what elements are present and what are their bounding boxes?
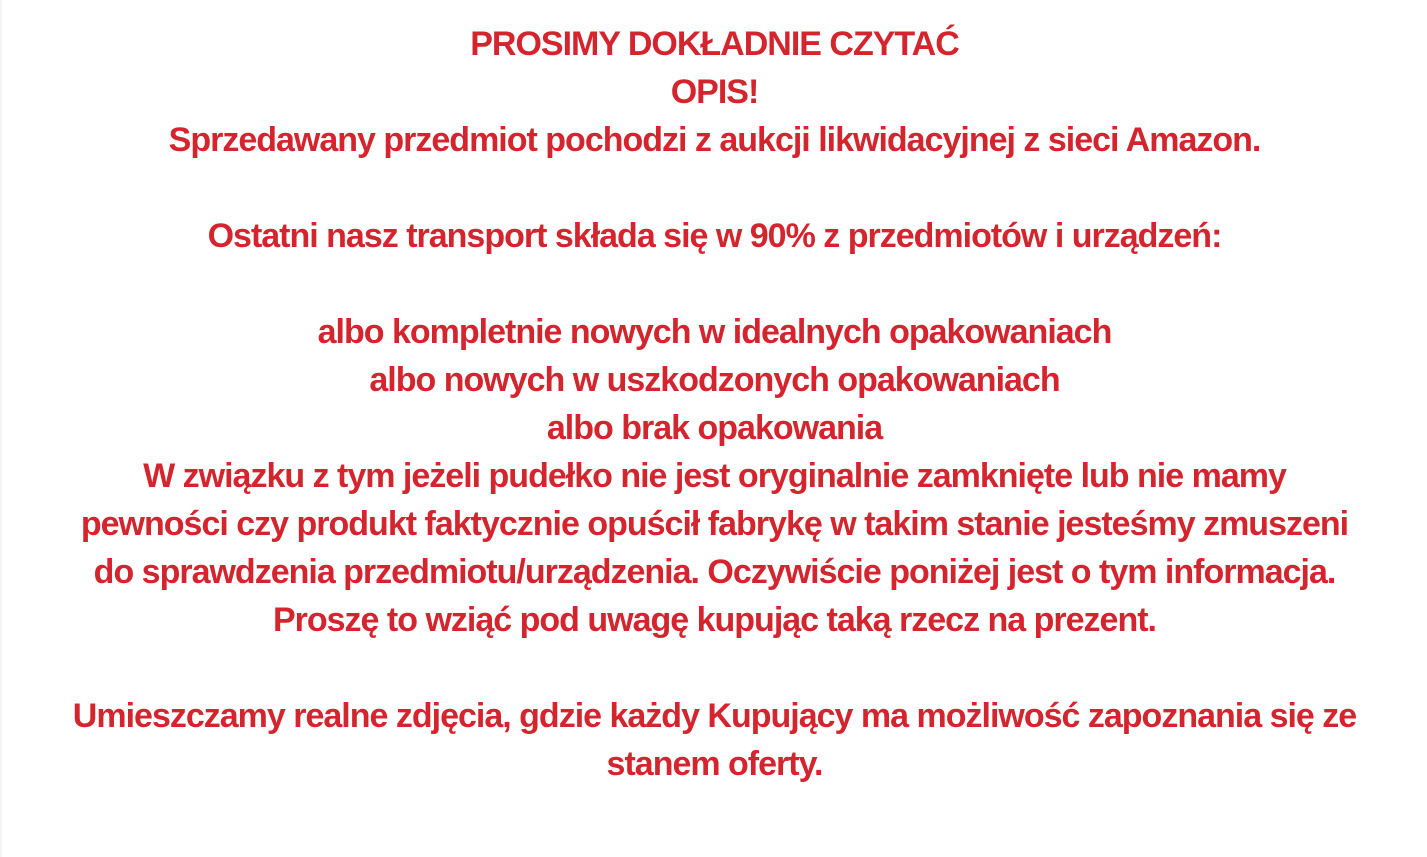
blank-line bbox=[2, 644, 1427, 692]
text-line: do sprawdzenia przedmiotu/urządzenia. Oczywiście poniżej jest o tym informacja. bbox=[93, 553, 1336, 591]
text-line: Ostatni nasz transport składa się w 90% z przedmiotów i urządzeń: bbox=[207, 217, 1222, 255]
text-line: OPIS! bbox=[670, 73, 759, 111]
listing-description-text bbox=[2, 0, 1427, 788]
text-line: PROSIMY DOKŁADNIE CZYTAĆ bbox=[470, 25, 959, 63]
text-line: Proszę to wziąć pod uwagę kupując taką rzecz na prezent. bbox=[272, 601, 1157, 639]
text-line: pewności czy produkt faktycznie opuścił fabrykę w takim stanie jesteśmy zmuszeni bbox=[80, 505, 1349, 543]
text-line: Sprzedawany przedmiot pochodzi z aukcji likwidacyjnej z sieci Amazon. bbox=[168, 121, 1261, 159]
text-line: albo brak opakowania bbox=[546, 409, 883, 447]
text-line: W związku z tym jeżeli pudełko nie jest oryginalnie zamknięte lub nie mamy bbox=[143, 457, 1286, 495]
text-line: albo nowych w uszkodzonych opakowaniach bbox=[369, 361, 1060, 399]
text-line: stanem oferty. bbox=[606, 745, 823, 783]
blank-line bbox=[2, 164, 1427, 212]
blank-line bbox=[2, 260, 1427, 308]
text-line: albo kompletnie nowych w idealnych opakowaniach bbox=[317, 313, 1112, 351]
text-line: Umieszczamy realne zdjęcia, gdzie każdy Kupujący ma możliwość zapoznania się ze bbox=[72, 697, 1357, 735]
